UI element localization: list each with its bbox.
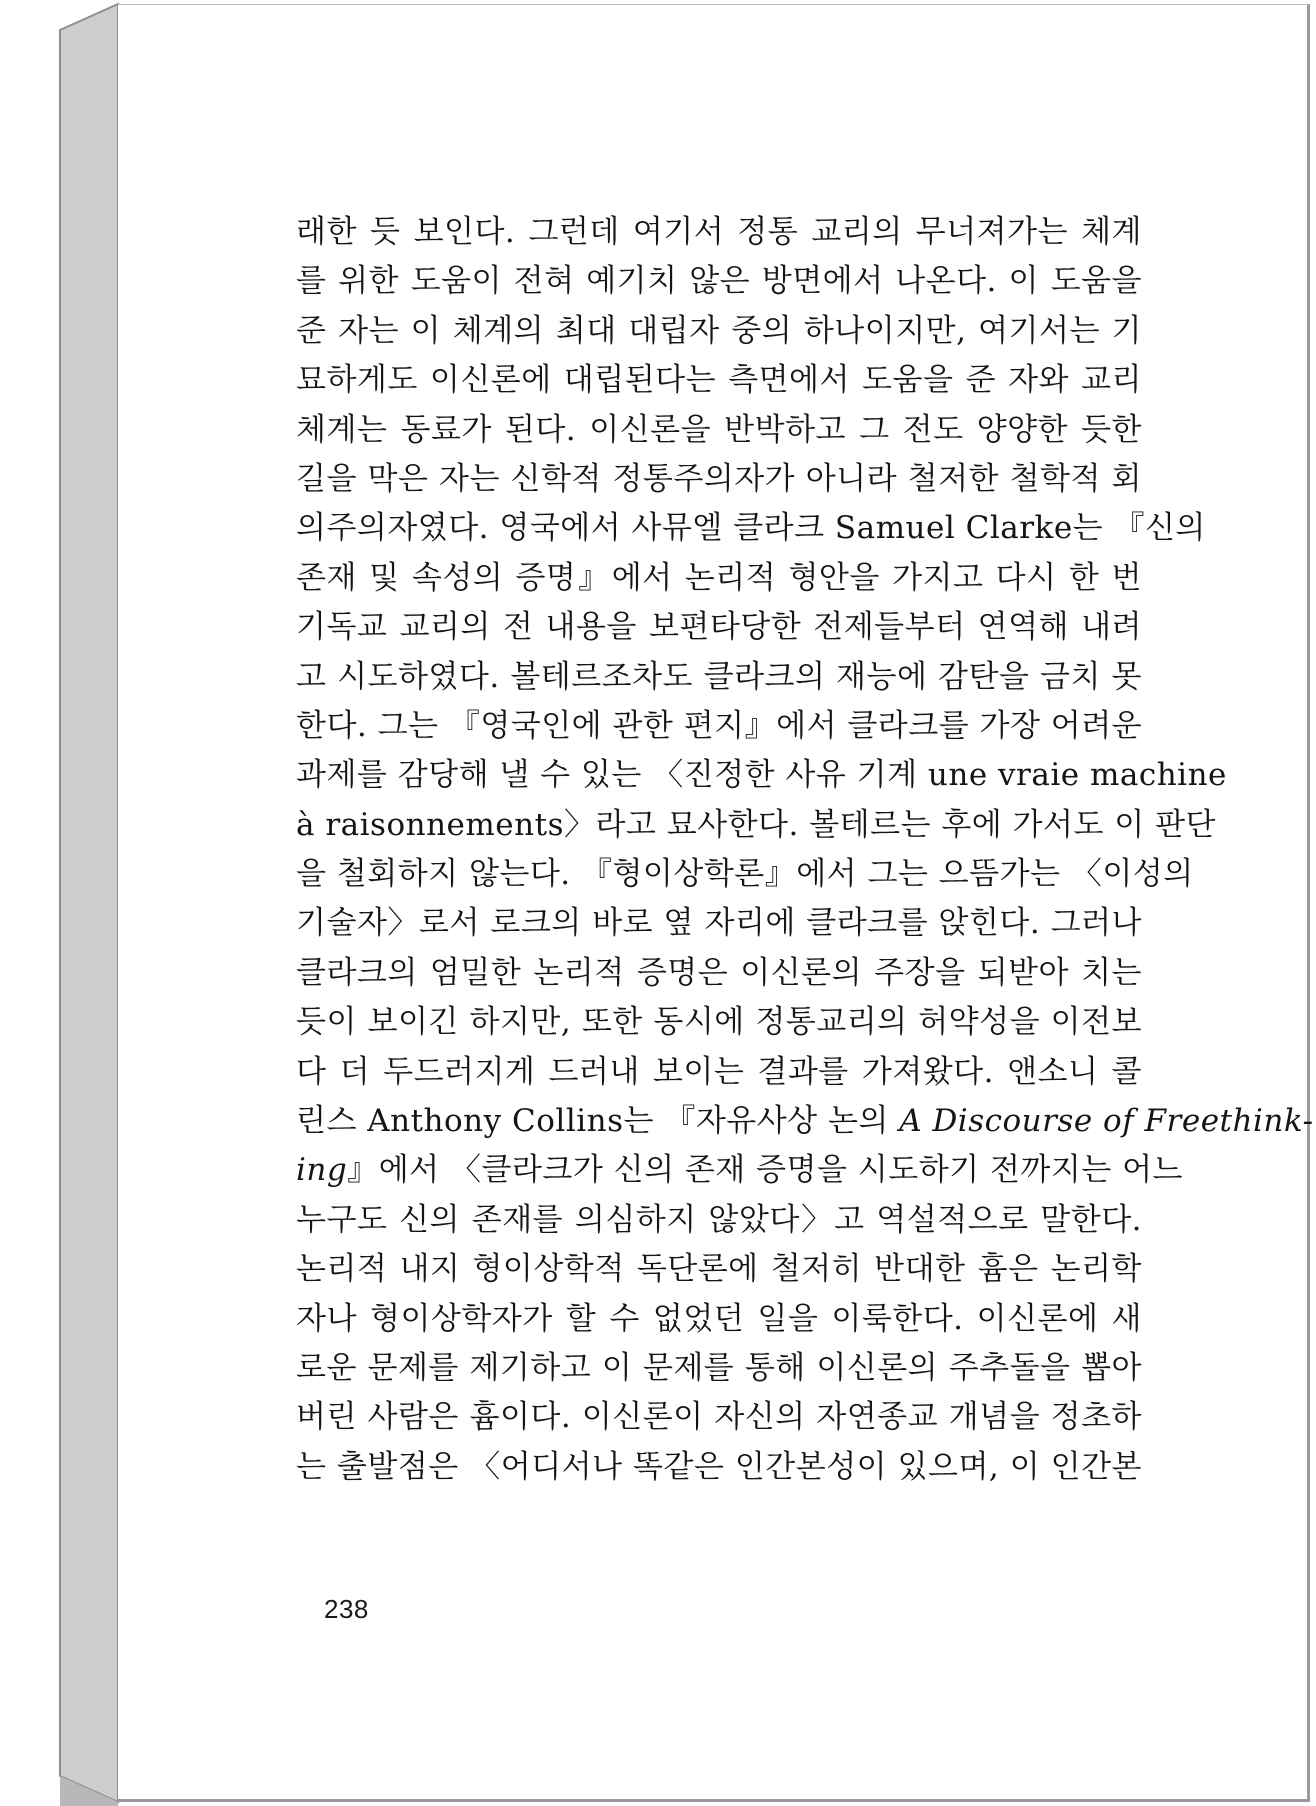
- text-segment: 는 출발점은 〈어디서나 똑같은 인간본성이 있으며, 이 인간본: [296, 1448, 1142, 1485]
- text-line: [296, 850, 1194, 899]
- text-segment: 로운 문제를 제기하고 이 문제를 통해 이신론의 주추돌을 뽑아: [296, 1349, 1142, 1386]
- text-line: [296, 1393, 1142, 1442]
- text-line: [296, 899, 1142, 948]
- text-segment: ing: [296, 1152, 348, 1189]
- text-line: [296, 1245, 1142, 1294]
- text-line: [296, 603, 1142, 652]
- text-line: [296, 1344, 1142, 1393]
- text-segment: 래한 듯 보인다. 그런데 여기서 정통 교리의 무너져가는 체계: [296, 214, 1142, 250]
- text-segment: 을 철회하지 않는다. 『형이상학론』에서 그는 으뜸가는 〈이성의: [296, 856, 1194, 893]
- text-line: [296, 406, 1142, 455]
- text-segment: 누구도 신의 존재를 의심하지 않았다〉고 역설적으로 말한다.: [296, 1201, 1142, 1238]
- text-segment: 린스 Anthony Collins는 『자유사상 논의: [296, 1103, 900, 1140]
- text-line: [296, 801, 1216, 850]
- text-line: [296, 702, 1142, 751]
- text-segment: A Discourse of Freethink-: [899, 1103, 1314, 1140]
- text-line: [296, 356, 1142, 405]
- text-segment: 다 더 두드러지게 드러내 보이는 결과를 가져왔다. 앤소니 콜: [296, 1053, 1142, 1090]
- text-segment: 기술자〉로서 로크의 바로 옆 자리에 클라크를 앉힌다. 그러나: [296, 905, 1142, 942]
- text-segment: 한다. 그는 『영국인에 관한 편지』에서 클라크를 가장 어려운: [296, 707, 1143, 744]
- text-line: [296, 1146, 1183, 1195]
- text-segment: 고 시도하였다. 볼테르조차도 클라크의 재능에 감탄을 금치 못: [296, 658, 1142, 695]
- text-segment: 듯이 보이긴 하지만, 또한 동시에 정통교리의 허약성을 이전보: [296, 1004, 1142, 1041]
- text-line: [296, 257, 1142, 306]
- text-line: [296, 949, 1142, 998]
- text-segment: 버린 사람은 흄이다. 이신론이 자신의 자연종교 개념을 정초하: [296, 1399, 1142, 1436]
- text-segment: 논리적 내지 형이상학적 독단론에 철저히 반대한 흄은 논리학: [296, 1251, 1142, 1288]
- text-line: [296, 653, 1142, 702]
- text-line: [296, 1048, 1142, 1097]
- text-segment: 길을 막은 자는 신학적 정통주의자가 아니라 철저한 철학적 회: [296, 460, 1142, 497]
- body-text: [296, 208, 1314, 1492]
- text-segment: 클라크의 엄밀한 논리적 증명은 이신론의 주장을 되받아 치는: [296, 954, 1142, 991]
- text-segment: 자나 형이상학자가 할 수 없었던 일을 이룩한다. 이신론에 새: [296, 1300, 1142, 1337]
- text-segment: 』에서 〈클라크가 신의 존재 증명을 시도하기 전까지는 어느: [347, 1152, 1183, 1189]
- text-line: [296, 1295, 1142, 1344]
- text-segment: 의주의자였다. 영국에서 사뮤엘 클라크 Samuel Clarke는 『신의: [296, 510, 1206, 547]
- text-segment: 기독교 교리의 전 내용을 보편타당한 전제들부터 연역해 내려: [296, 609, 1142, 646]
- text-segment: 체계는 동료가 된다. 이신론을 반박하고 그 전도 양양한 듯한: [296, 411, 1142, 448]
- text-segment: 묘하게도 이신론에 대립된다는 측면에서 도움을 준 자와 교리: [296, 362, 1142, 399]
- text-line: [296, 554, 1142, 603]
- text-line: [296, 998, 1142, 1047]
- text-line: [296, 751, 1227, 800]
- text-line: [296, 1196, 1142, 1245]
- text-segment: à raisonnements〉라고 묘사한다. 볼테르는 후에 가서도 이 판단: [296, 806, 1216, 843]
- text-segment: 준 자는 이 체계의 최대 대립자 중의 하나이지만, 여기서는 기: [296, 312, 1142, 349]
- text-line: [296, 504, 1206, 553]
- text-segment: 를 위한 도움이 전혀 예기치 않은 방면에서 나온다. 이 도움을: [296, 263, 1142, 300]
- text-line: [296, 307, 1142, 356]
- text-segment: 과제를 감당해 낼 수 있는 〈진정한 사유 기계 une vraie machine: [296, 757, 1227, 794]
- text-segment: 존재 및 속성의 증명』에서 논리적 형안을 가지고 다시 한 번: [296, 559, 1142, 596]
- text-line: [296, 208, 1142, 257]
- text-line: [296, 455, 1142, 504]
- page-number: 238: [324, 1594, 369, 1624]
- text-line: [296, 1443, 1142, 1492]
- text-line: [296, 1097, 1314, 1146]
